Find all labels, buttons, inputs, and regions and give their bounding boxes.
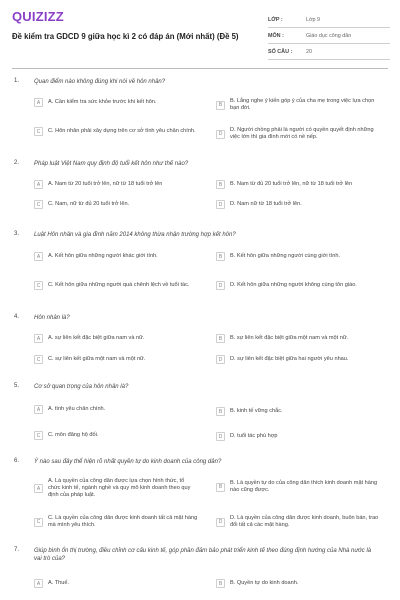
option-b[interactable] bbox=[216, 252, 380, 261]
option-a[interactable] bbox=[34, 579, 198, 588]
question-number: 2. bbox=[14, 160, 20, 166]
option-a[interactable] bbox=[34, 98, 198, 107]
option-text: B. kinh tế vững chắc. bbox=[230, 408, 283, 414]
option-c[interactable] bbox=[34, 281, 198, 290]
meta-value: Lớp 9 bbox=[306, 16, 321, 23]
option-b[interactable] bbox=[216, 98, 380, 112]
option-text: C. môn đăng hộ đối. bbox=[48, 432, 99, 438]
meta-label: MÔN : bbox=[268, 32, 284, 39]
meta-label: SỐ CÂU : bbox=[268, 48, 293, 55]
option-d[interactable] bbox=[216, 200, 380, 209]
option-text: C. sự liên kết giữa một nam và một nữ. bbox=[48, 356, 146, 362]
question-text: Luật Hôn nhân và gia đình năm 2014 không thừa nhận trường hợp kết hôn? bbox=[34, 232, 236, 238]
question-number: 7. bbox=[14, 547, 20, 553]
option-d[interactable] bbox=[216, 127, 380, 141]
option-text: A. sự liên kết đặc biệt giữa nam và nữ. bbox=[48, 335, 145, 341]
meta-label: LỚP : bbox=[268, 16, 283, 23]
meta-value: 20 bbox=[306, 48, 312, 55]
option-text: A. Nam từ 20 tuổi trở lên, nữ từ 18 tuổi trở lên bbox=[48, 181, 163, 187]
quizizz-logo: QUIZIZZ bbox=[12, 9, 64, 24]
option-letter-badge: C bbox=[34, 281, 43, 290]
option-d[interactable] bbox=[216, 355, 380, 364]
option-letter-badge: C bbox=[34, 355, 43, 364]
option-letter-badge: B bbox=[216, 252, 225, 261]
option-text: B. Nam từ đủ 20 tuổi trở lên, nữ từ 18 tuổi trở lên bbox=[230, 181, 353, 187]
option-text: D. sự liên kết đặc biệt giữa hai người yêu nhau. bbox=[230, 356, 349, 362]
option-letter-badge: D bbox=[216, 432, 225, 441]
option-text: C. Kết hôn giữa những người quá chênh lệch về tuổi tác. bbox=[48, 282, 190, 288]
option-letter-badge: B bbox=[216, 579, 225, 588]
meta-table bbox=[268, 12, 390, 60]
option-text: A. Thuế. bbox=[48, 580, 70, 586]
option-text: C. Là quyền của công dân được kinh doanh tất cả mặt hàng mà mình yêu thích. bbox=[48, 515, 198, 528]
option-b[interactable] bbox=[216, 180, 380, 189]
question-number: 3. bbox=[14, 231, 20, 237]
option-a[interactable] bbox=[34, 180, 198, 189]
question-number: 6. bbox=[14, 458, 20, 464]
option-d[interactable] bbox=[216, 281, 380, 290]
option-letter-badge: B bbox=[216, 483, 225, 492]
option-letter-badge: C bbox=[34, 431, 43, 440]
meta-row-subject bbox=[268, 28, 390, 44]
option-text: A. Kết hôn giữa những người khác giới tính. bbox=[48, 253, 158, 259]
question-number: 1. bbox=[14, 78, 20, 84]
option-text: B. Kết hôn giữa những người cùng giới tính. bbox=[230, 253, 341, 259]
document-title: Đề kiểm tra GDCD 9 giữa học kì 2 có đáp án (Mới nhất) (Đề 5) bbox=[12, 32, 239, 41]
option-letter-badge: C bbox=[34, 200, 43, 209]
option-text: B. Lắng nghe ý kiến góp ý của cha mẹ trong việc lựa chọn bạn đời. bbox=[230, 98, 375, 111]
option-text: D. Người chồng phải là người có quyền quyết định những việc lớn thì gia đình mới có nề nếp. bbox=[230, 127, 374, 140]
option-text: B. sự liên kết đặc biệt giữa một nam và một nữ. bbox=[230, 335, 349, 341]
option-text: A. Là quyền của công dân được lựa chọn hình thức, tổ chức kinh tế, ngành nghề và quy mô kinh doanh theo quy định của pháp luật. bbox=[48, 478, 191, 498]
option-letter-badge: D bbox=[216, 200, 225, 209]
option-letter-badge: D bbox=[216, 130, 225, 139]
option-c[interactable] bbox=[34, 200, 198, 209]
question-number: 4. bbox=[14, 314, 20, 320]
option-text: D. tuổi tác phù hợp bbox=[230, 433, 278, 439]
option-letter-badge: A bbox=[34, 252, 43, 261]
option-letter-badge: A bbox=[34, 405, 43, 414]
option-letter-badge: D bbox=[216, 355, 225, 364]
option-a[interactable] bbox=[34, 478, 198, 499]
option-letter-badge: D bbox=[216, 281, 225, 290]
option-text: B. Là quyền tự do của công dân thích kinh doanh mặt hàng nào cũng được. bbox=[230, 480, 378, 493]
option-letter-badge: A bbox=[34, 579, 43, 588]
question-text: Quan điểm nào không đúng khi nói về hôn nhân? bbox=[34, 79, 166, 85]
question-text: Giúp bình ổn thị trường, điều chỉnh cơ cấu kinh tế, góp phần đảm bảo phát triển kinh tế theo đúng định hướng của Nhà nước là vai trò của? bbox=[34, 548, 372, 562]
option-letter-badge: D bbox=[216, 518, 225, 527]
question-text: Ý nào sau đây thể hiện rõ nhất quyền tự do kinh doanh của công dân? bbox=[34, 459, 222, 465]
question-number: 5. bbox=[14, 383, 20, 389]
option-b[interactable] bbox=[216, 579, 380, 588]
option-c[interactable] bbox=[34, 127, 198, 136]
meta-row-count bbox=[268, 44, 390, 60]
option-letter-badge: A bbox=[34, 334, 43, 343]
option-letter-badge: A bbox=[34, 484, 43, 493]
document-header bbox=[0, 0, 400, 70]
option-letter-badge: B bbox=[216, 334, 225, 343]
header-divider bbox=[12, 68, 388, 69]
option-d[interactable] bbox=[216, 432, 380, 441]
option-letter-badge: B bbox=[216, 407, 225, 416]
question-text: Hôn nhân là? bbox=[34, 315, 70, 321]
question-text: Pháp luật Việt Nam quy định độ tuổi kết hôn như thế nào? bbox=[34, 161, 189, 167]
option-letter-badge: C bbox=[34, 518, 43, 527]
meta-value: Giáo dục công dân bbox=[306, 32, 352, 39]
option-c[interactable] bbox=[34, 431, 198, 440]
option-letter-badge: A bbox=[34, 98, 43, 107]
option-b[interactable] bbox=[216, 334, 380, 343]
option-b[interactable] bbox=[216, 407, 380, 416]
option-letter-badge: A bbox=[34, 180, 43, 189]
option-c[interactable] bbox=[34, 355, 198, 364]
option-text: B. Quyền tự do kinh doanh. bbox=[230, 580, 299, 586]
meta-row-grade bbox=[268, 12, 390, 28]
option-letter-badge: B bbox=[216, 180, 225, 189]
option-c[interactable] bbox=[34, 515, 198, 529]
option-d[interactable] bbox=[216, 515, 380, 529]
option-text: D. Là quyền của công dân được kinh doanh, buôn bán, trao đổi tất cả các mặt hàng. bbox=[230, 515, 379, 528]
option-letter-badge: B bbox=[216, 101, 225, 110]
option-a[interactable] bbox=[34, 405, 198, 414]
option-text: D. Nam nữ từ 18 tuổi trở lên. bbox=[230, 201, 302, 207]
option-text: C. Nam, nữ từ đủ 20 tuổi trở lên. bbox=[48, 201, 130, 207]
option-text: D. Kết hôn giữa những người không cùng tôn giáo. bbox=[230, 282, 357, 288]
option-text: A. tình yêu chân chính. bbox=[48, 406, 106, 412]
option-a[interactable] bbox=[34, 334, 198, 343]
option-b[interactable] bbox=[216, 480, 380, 494]
option-text: A. Cần kiểm tra sức khỏe trước khi kết hôn. bbox=[48, 99, 157, 105]
option-letter-badge: C bbox=[34, 127, 43, 136]
option-text: C. Hôn nhân phải xây dựng trên cơ sở tình yêu chân chính. bbox=[48, 128, 196, 134]
question-text: Cơ sở quan trọng của hôn nhân là? bbox=[34, 384, 129, 390]
option-a[interactable] bbox=[34, 252, 198, 261]
